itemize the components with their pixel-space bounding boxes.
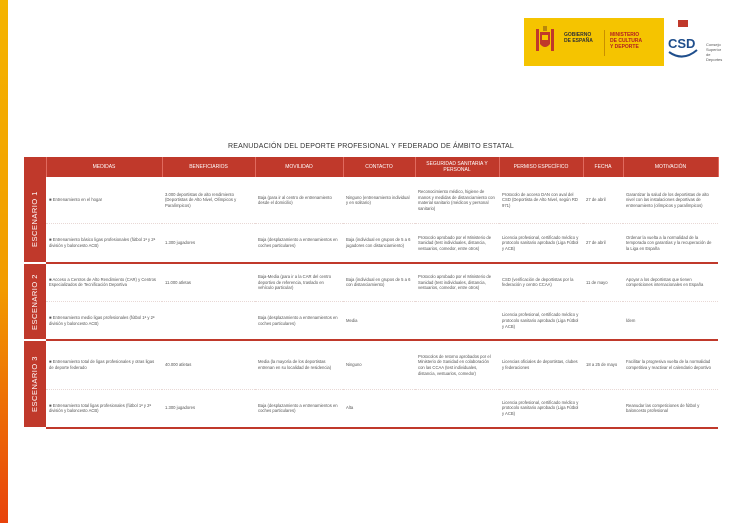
table-row — [24, 224, 718, 263]
cell: ■ Entrenamiento en el hogar — [46, 177, 162, 224]
cell: 1.300 jugadores — [162, 389, 255, 428]
cell: Facilitar la progresiva vuelta de la normalidad competitiva y reactivar el calendario deportivo — [623, 340, 718, 389]
cell: Licencia profesional, certificado médico y protocolo sanitario aprobado (Liga Fútbol y ACB) — [499, 389, 583, 428]
measures-table — [24, 157, 719, 429]
header-contacto: CONTACTO — [343, 157, 415, 177]
cell: Baja (desplazamiento a entrenamientos en coches particulares) — [255, 224, 343, 263]
coat-of-arms-icon — [534, 26, 556, 56]
header-beneficiarios: BENEFICIARIOS — [162, 157, 255, 177]
cell — [583, 302, 623, 341]
cell: Reconocimiento médico, higiene de manos y medidas de distanciamiento con material sanitario (médicos y personal sanitario) — [415, 177, 499, 224]
cell: Alta — [343, 389, 415, 428]
scenario-2-label: ESCENARIO 2 — [24, 263, 46, 341]
cell: Licencia profesional, certificado médico y protocolo sanitario aprobado (Liga Fútbol y ACB) — [499, 224, 583, 263]
header-medidas: MEDIDAS — [46, 157, 162, 177]
cell: Protocolos de retorno aprobados por el Ministerio de Sanidad en colaboración con las CCAA (test individuales, distancia, vestuarios, comedor) — [415, 340, 499, 389]
header-motivacion: MOTIVACIÓN — [623, 157, 718, 177]
cell: Garantizar la salud de los deportistas de alto nivel con las instalaciones deportivas de entrenamiento (olímpicos y paralímpicos) — [623, 177, 718, 224]
cell: ■ Entrenamiento total de ligas profesionales y otras ligas de deporte federado — [46, 340, 162, 389]
cell: Protocolo aprobado por el Ministerio de Sanidad (test individuales, distancia, vestuarios, comedor, entre otros) — [415, 263, 499, 302]
cell: Baja-Media (para ir a la CAR del centro deportivo de referencia, traslado en vehículo particular) — [255, 263, 343, 302]
cell: ■ Entrenamiento básico ligas profesionales (fútbol 1ª y 2ª división y baloncesto ACB) — [46, 224, 162, 263]
header-fecha: FECHA — [583, 157, 623, 177]
cell: Ordenar la vuelta a la normalidad de la temporada con garantías y la recuperación de la Liga en España — [623, 224, 718, 263]
cell: Protocolo aprobado por el Ministerio de Sanidad (test individuales, distancia, vestuarios, comedor, entre otros) — [415, 224, 499, 263]
cell: Licencias oficiales de deportistas, clubes y federaciones — [499, 340, 583, 389]
cell: Protocolo de acceso DAN con aval del CSD (Deportista de Alto Nivel, según RD 971) — [499, 177, 583, 224]
cell: 11 de mayo — [583, 263, 623, 302]
cell: 1.300 jugadores — [162, 224, 255, 263]
cell: 3.000 deportistas de alto rendimiento (Deportistas de Alto Nivel, Olímpicos y Paralímpicos) — [162, 177, 255, 224]
cell: Reanudar las competiciones de fútbol y baloncesto profesional — [623, 389, 718, 428]
ministry-text: MINISTERIO DE CULTURA Y DEPORTE — [610, 32, 643, 50]
table-row — [24, 263, 718, 302]
cell — [583, 389, 623, 428]
cell: Ídem — [623, 302, 718, 341]
logo-divider — [604, 30, 605, 56]
header-movilidad: MOVILIDAD — [255, 157, 343, 177]
cell: Media (la mayoría de los deportistas entrenan en su localidad de residencia) — [255, 340, 343, 389]
cell: 27 de abril — [583, 177, 623, 224]
government-logo — [524, 18, 664, 66]
csd-logo-icon — [666, 20, 700, 64]
header-permiso: PERMISO ESPECÍFICO — [499, 157, 583, 177]
cell: ■ Entrenamiento medio ligas profesionales (fútbol 1ª y 2ª división y baloncesto ACB) — [46, 302, 162, 341]
cell — [415, 302, 499, 341]
sidebar-gradient — [0, 0, 8, 523]
cell: Baja (para ir al centro de entrenamiento desde el domicilio) — [255, 177, 343, 224]
cell: ■ Entrenamiento total ligas profesionales (fútbol 1ª y 2ª división y baloncesto ACB) — [46, 389, 162, 428]
header-corner — [24, 157, 46, 177]
cell — [162, 302, 255, 341]
cell: CSD (verificación de deportistas por la federación y centro CCAA) — [499, 263, 583, 302]
header-seguridad: SEGURIDAD SANITARIA Y PERSONAL — [415, 157, 499, 177]
table-row — [24, 340, 718, 389]
cell: Baja (individual en grupos de 5 a 6 jugadores con distanciamiento) — [343, 224, 415, 263]
cell: 11.000 atletas — [162, 263, 255, 302]
table-header-row — [24, 157, 718, 177]
cell: Ninguno — [343, 340, 415, 389]
cell: 18 a 25 de mayo — [583, 340, 623, 389]
cell: Apoyar a los deportistas que tienen competiciones internacionales en España — [623, 263, 718, 302]
cell: Baja (individual en grupos de 5 a 6 con distanciamiento) — [343, 263, 415, 302]
cell: Baja (desplazamiento a entrenamientos en coches particulares) — [255, 302, 343, 341]
scenario-3-label: ESCENARIO 3 — [24, 340, 46, 428]
cell: 40.000 atletas — [162, 340, 255, 389]
csd-subtitle: Consejo Superior de Deportes — [706, 42, 723, 62]
header-logos — [524, 18, 724, 66]
document-title: REANUDACIÓN DEL DEPORTE PROFESIONAL Y FEDERADO DE ÁMBITO ESTATAL — [228, 143, 514, 150]
government-text: GOBIERNO DE ESPAÑA — [564, 32, 593, 44]
cell — [415, 389, 499, 428]
cell: 27 de abril — [583, 224, 623, 263]
table-row — [24, 177, 718, 224]
cell: Ninguno (entrenamiento individual y en solitario) — [343, 177, 415, 224]
cell: Baja (desplazamiento a entrenamientos en coches particulares) — [255, 389, 343, 428]
table-row — [24, 389, 718, 428]
cell: ■ Acceso a Centros de Alto Rendimiento (CAR) y Centros Especializados de Tecnificación Deportiva — [46, 263, 162, 302]
table-row — [24, 302, 718, 341]
scenario-1-label: ESCENARIO 1 — [24, 177, 46, 263]
cell: Media — [343, 302, 415, 341]
csd-logo-text: CSD — [668, 36, 696, 51]
cell: Licencia profesional, certificado médico y protocolo sanitario aprobado (Liga Fútbol y ACB) — [499, 302, 583, 341]
